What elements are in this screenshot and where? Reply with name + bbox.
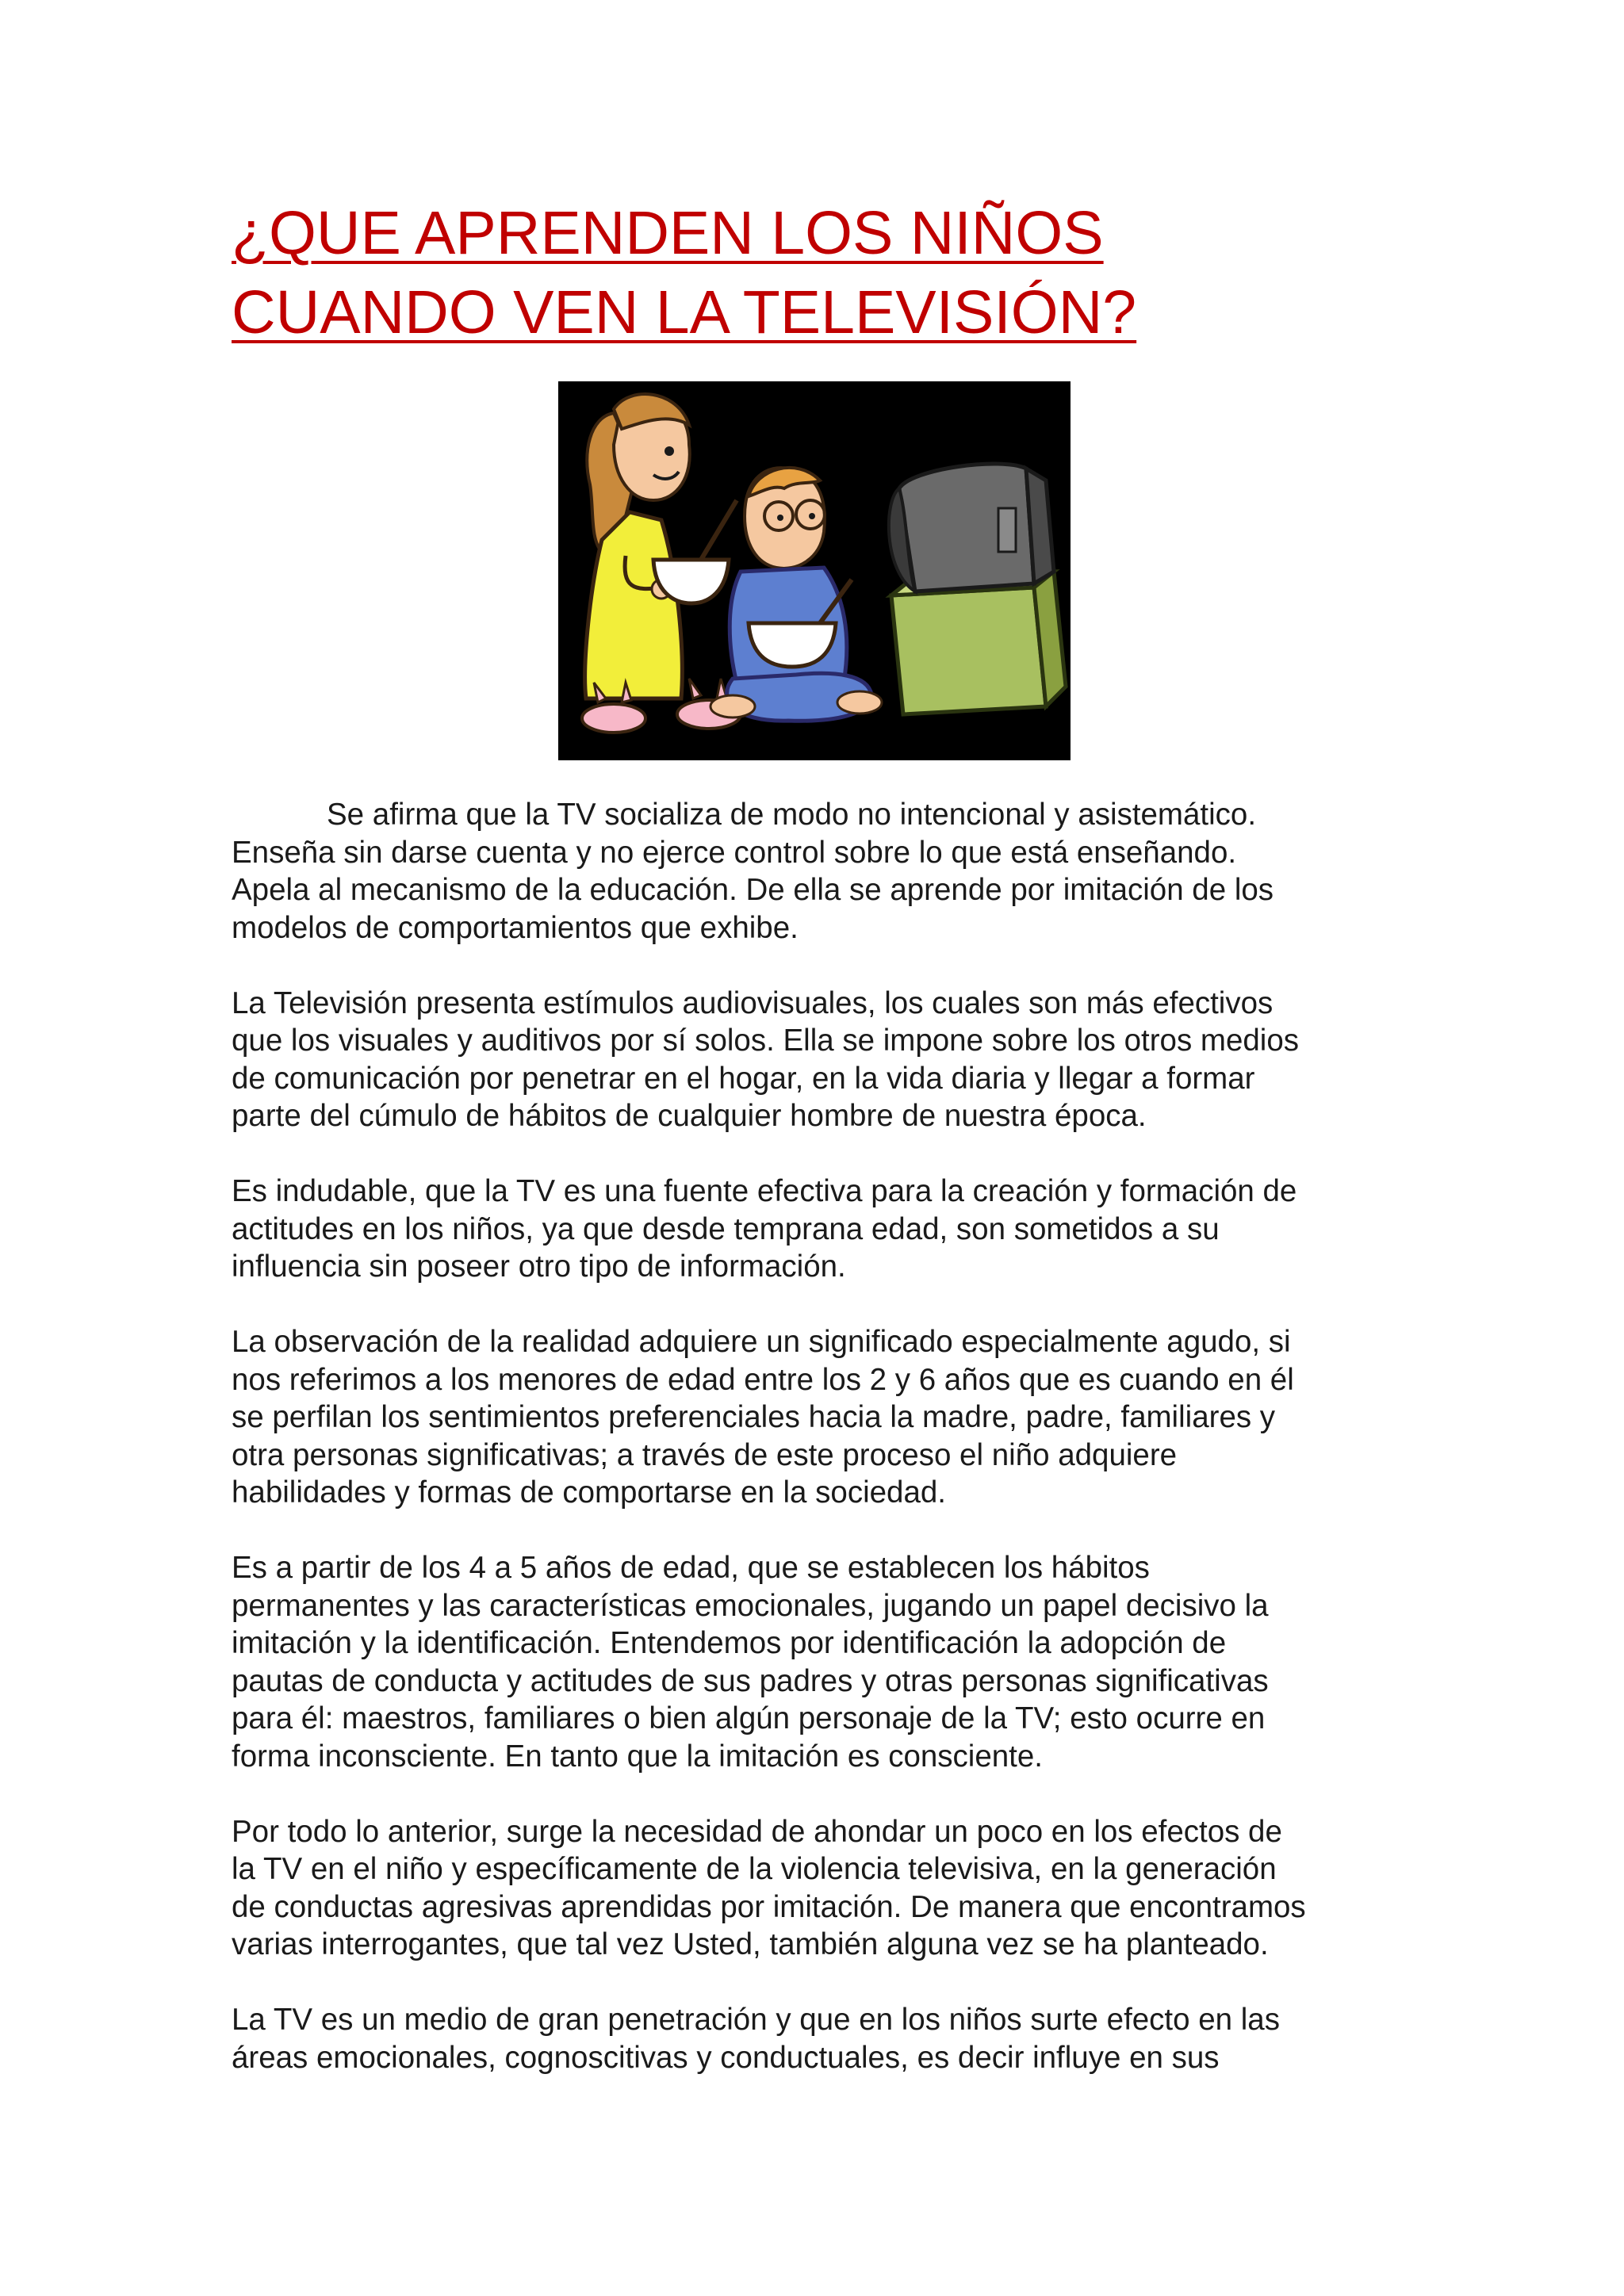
paragraph-line: La observación de la realidad adquiere un significado especialmente agudo, si: [232, 1325, 1291, 1359]
paragraph-line: varias interrogantes, que tal vez Usted, también alguna vez se ha planteado.: [232, 1927, 1269, 1961]
paragraph-line: modelos de comportamientos que exhibe.: [232, 910, 799, 945]
paragraph-line: permanentes y las características emocionales, jugando un papel decisivo la: [232, 1588, 1269, 1623]
paragraph-line: nos referimos a los menores de edad entre los 2 y 6 años que es cuando en él: [232, 1362, 1294, 1397]
paragraph-line: Se afirma que la TV socializa de modo no intencional y asistemático.: [327, 798, 1257, 832]
paragraph-line: que los visuales y auditivos por sí solos. Ella se impone sobre los otros medios: [232, 1024, 1300, 1058]
paragraph-line: para él: maestros, familiares o bien algún personaje de la TV; esto ocurre en: [232, 1701, 1266, 1735]
paragraph-7: [232, 2001, 1405, 2076]
paragraph-line: otra personas significativas; a través de este proceso el niño adquiere: [232, 1437, 1178, 1472]
paragraph-line: La Televisión presenta estímulos audiovisuales, los cuales son más efectivos: [232, 985, 1274, 1020]
paragraph-line: de conductas agresivas aprendidas por imitación. De manera que encontramos: [232, 1889, 1306, 1924]
paragraph-line: Por todo lo anterior, surge la necesidad de ahondar un poco en los efectos de: [232, 1814, 1282, 1849]
paragraph-6: [232, 1813, 1405, 1964]
paragraph-line: imitación y la identificación. Entendemos por identificación la adopción de: [232, 1626, 1227, 1660]
paragraph-line: forma inconsciente. En tanto que la imitación es consciente.: [232, 1739, 1043, 1774]
paragraph-line: Enseña sin darse cuenta y no ejerce control sobre lo que está enseñando.: [232, 835, 1237, 870]
paragraph-line: se perfilan los sentimientos preferenciales hacia la madre, padre, familiares y: [232, 1400, 1276, 1434]
children-watching-tv-illustration: [558, 381, 1071, 760]
paragraph-5: [232, 1549, 1405, 1775]
paragraph-3: [232, 1173, 1405, 1286]
paragraph-line: influencia sin poseer otro tipo de información.: [232, 1249, 846, 1284]
document-title: [232, 193, 1421, 352]
paragraph-line: Es a partir de los 4 a 5 años de edad, que se establecen los hábitos: [232, 1551, 1150, 1585]
paragraph-line: La TV es un medio de gran penetración y que en los niños surte efecto en las: [232, 2003, 1280, 2037]
paragraph-line: habilidades y formas de comportarse en la sociedad.: [232, 1475, 946, 1510]
paragraph-line: Es indudable, que la TV es una fuente efectiva para la creación y formación de: [232, 1174, 1297, 1208]
paragraph-1: [232, 796, 1405, 947]
paragraph-4: [232, 1323, 1405, 1512]
title-line-2: CUANDO VEN LA TELEVISIÓN?: [232, 278, 1137, 346]
title-line-1: ¿QUE APRENDEN LOS NIÑOS: [232, 199, 1104, 267]
paragraph-line: la TV en el niño y específicamente de la violencia televisiva, en la generación: [232, 1852, 1277, 1886]
article-body: [232, 796, 1405, 2114]
paragraph-line: de comunicación por penetrar en el hogar, en la vida diaria y llegar a formar: [232, 1061, 1255, 1096]
paragraph-line: parte del cúmulo de hábitos de cualquier hombre de nuestra época.: [232, 1099, 1147, 1133]
paragraph-line: áreas emocionales, cognoscitivas y conductuales, es decir influye en sus: [232, 2040, 1220, 2075]
paragraph-line: actitudes en los niños, ya que desde temprana edad, son sometidos a su: [232, 1211, 1220, 1246]
paragraph-line: Apela al mecanismo de la educación. De ella se aprende por imitación de los: [232, 873, 1274, 907]
paragraph-2: [232, 985, 1405, 1135]
paragraph-line: pautas de conducta y actitudes de sus padres y otras personas significativas: [232, 1663, 1269, 1698]
